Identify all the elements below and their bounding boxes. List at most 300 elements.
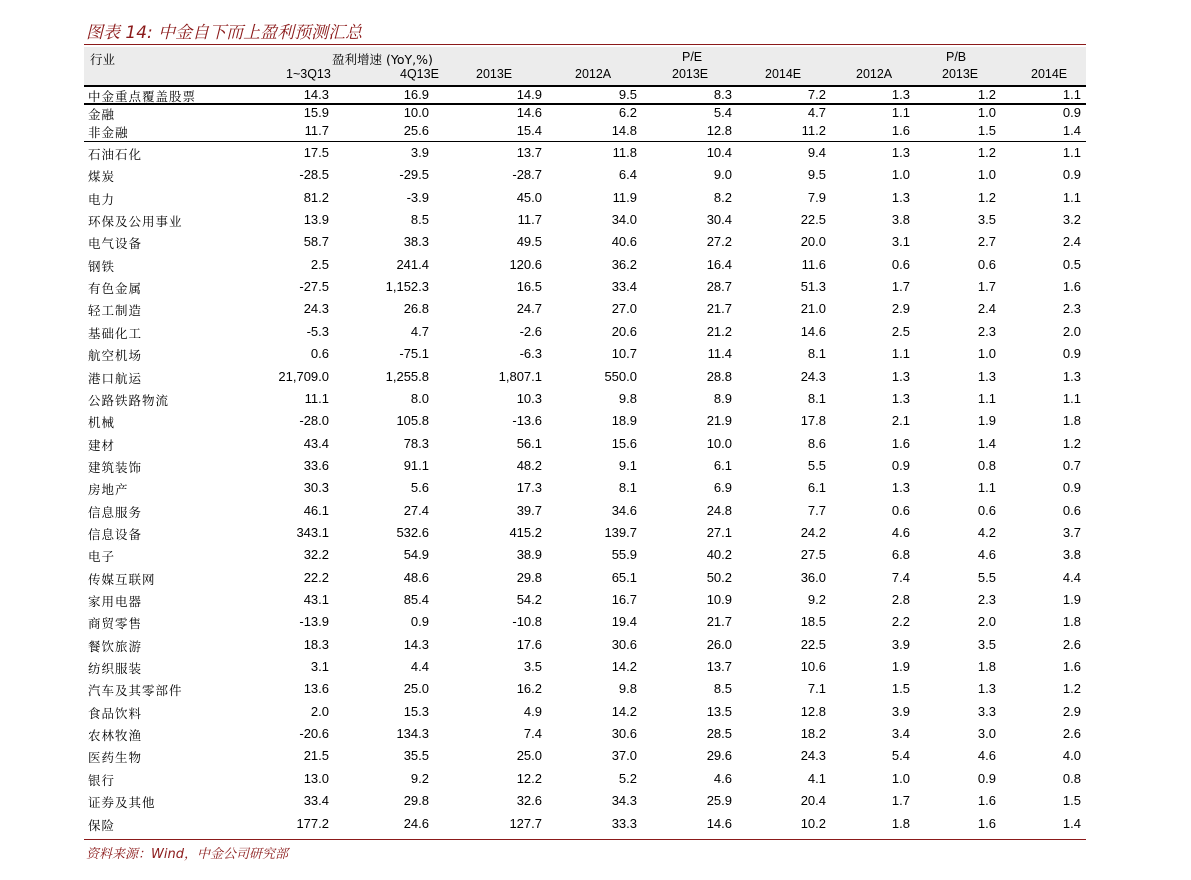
table-cell: 3.1 bbox=[891, 234, 910, 250]
table-cell: 12.8 bbox=[800, 703, 826, 719]
table-cell: 1.9 bbox=[977, 413, 996, 429]
table-cell: 0.9 bbox=[977, 770, 996, 786]
table-cell: 16.2 bbox=[516, 681, 542, 697]
table-cell: 1.1 bbox=[891, 105, 910, 120]
table-cell: 21.5 bbox=[303, 748, 329, 764]
table-row bbox=[84, 210, 1086, 232]
table-cell: 120.6 bbox=[509, 256, 542, 272]
industry-name: 建筑装饰 bbox=[88, 459, 143, 475]
table-bottom-rule bbox=[84, 839, 1086, 840]
industry-name: 传媒互联网 bbox=[88, 571, 156, 587]
table-cell: 9.5 bbox=[618, 87, 637, 102]
header-col: 2013E bbox=[942, 67, 979, 81]
table-cell: 14.3 bbox=[303, 87, 329, 102]
table-cell: 24.3 bbox=[800, 368, 826, 384]
table-cell: 9.8 bbox=[618, 681, 637, 697]
table-cell: 18.5 bbox=[800, 614, 826, 630]
table-cell: 28.8 bbox=[706, 368, 732, 384]
table-cell: 0.6 bbox=[1062, 502, 1081, 518]
table-cell: 56.1 bbox=[516, 435, 542, 451]
table-cell: 15.9 bbox=[303, 105, 329, 120]
table-cell: -2.6 bbox=[519, 323, 542, 339]
table-cell: 13.7 bbox=[706, 659, 732, 675]
table-cell: -13.9 bbox=[299, 614, 329, 630]
table-cell: 127.7 bbox=[509, 815, 542, 831]
table-cell: 11.7 bbox=[517, 212, 542, 228]
table-cell: -28.0 bbox=[299, 413, 329, 429]
table-cell: 1.4 bbox=[977, 435, 996, 451]
table-cell: 2.9 bbox=[891, 301, 910, 317]
industry-name: 轻工制造 bbox=[88, 303, 143, 319]
table-cell: 1.4 bbox=[1062, 815, 1081, 831]
table-cell: 8.9 bbox=[713, 390, 732, 406]
table-cell: 1.2 bbox=[977, 145, 996, 160]
table-cell: 54.2 bbox=[516, 592, 542, 607]
table-row bbox=[84, 702, 1086, 724]
table-cell: 38.9 bbox=[516, 547, 542, 563]
table-cell: 7.2 bbox=[807, 87, 826, 102]
table-row bbox=[84, 635, 1086, 657]
table-cell: 1.1 bbox=[891, 346, 910, 362]
table-cell: 4.4 bbox=[1062, 569, 1081, 585]
table-cell: 1.7 bbox=[891, 279, 910, 295]
table-cell: 532.6 bbox=[396, 524, 429, 540]
table-row bbox=[84, 568, 1086, 590]
table-cell: 14.3 bbox=[403, 636, 429, 652]
table-cell: 9.2 bbox=[410, 770, 429, 786]
industry-name: 医药生物 bbox=[88, 750, 143, 766]
table-row bbox=[84, 501, 1086, 523]
table-cell: 49.5 bbox=[516, 234, 542, 250]
table-cell: 8.6 bbox=[807, 435, 826, 451]
table-cell: 9.1 bbox=[618, 457, 637, 473]
table-cell: -29.5 bbox=[399, 167, 429, 183]
table-cell: 1.3 bbox=[891, 480, 910, 496]
table-cell: -28.7 bbox=[512, 167, 542, 183]
table-cell: 1.1 bbox=[1062, 145, 1081, 160]
table-cell: 21.7 bbox=[706, 614, 732, 630]
table-cell: 50.2 bbox=[706, 569, 732, 585]
table-row bbox=[84, 724, 1086, 746]
table-cell: 0.6 bbox=[977, 256, 996, 272]
table-cell: 25.9 bbox=[706, 793, 732, 809]
table-cell: 20.0 bbox=[800, 234, 826, 250]
industry-name: 港口航运 bbox=[88, 370, 143, 386]
table-cell: 15.6 bbox=[611, 435, 637, 451]
table-cell: 11.6 bbox=[801, 256, 826, 272]
table-cell: 4.6 bbox=[977, 748, 996, 764]
industry-name: 金融 bbox=[88, 107, 116, 122]
table-cell: 2.4 bbox=[977, 301, 996, 317]
table-cell: 2.2 bbox=[891, 614, 910, 630]
table-cell: 22.2 bbox=[303, 569, 329, 585]
table-cell: 34.3 bbox=[611, 793, 637, 809]
table-cell: 3.3 bbox=[977, 703, 996, 719]
table-cell: 27.1 bbox=[706, 524, 732, 540]
table-cell: -13.6 bbox=[512, 413, 542, 429]
table-cell: 1.0 bbox=[977, 105, 996, 120]
table-row bbox=[84, 188, 1086, 210]
header-group-growth: 盈利增速 (YoY,%) bbox=[332, 52, 433, 67]
table-cell: 8.3 bbox=[713, 87, 732, 102]
table-cell: 55.9 bbox=[611, 547, 637, 563]
table-cell: 1.3 bbox=[891, 368, 910, 384]
table-cell: 5.5 bbox=[977, 569, 996, 585]
table-cell: 1.6 bbox=[891, 435, 910, 451]
table-cell: 28.5 bbox=[706, 726, 732, 742]
table-cell: 1.8 bbox=[977, 659, 996, 675]
table-cell: 15.4 bbox=[516, 123, 542, 138]
table-cell: 1.6 bbox=[891, 123, 910, 138]
table-row bbox=[84, 389, 1086, 411]
table-cell: -28.5 bbox=[299, 167, 329, 183]
table-cell: 0.8 bbox=[977, 457, 996, 473]
table-cell: 18.2 bbox=[800, 726, 826, 742]
industry-name: 基础化工 bbox=[88, 325, 143, 341]
table-cell: 27.0 bbox=[611, 301, 637, 317]
table-cell: 9.2 bbox=[807, 592, 826, 607]
table-row bbox=[84, 791, 1086, 813]
table-cell: 2.3 bbox=[977, 323, 996, 339]
table-cell: 12.8 bbox=[706, 123, 732, 138]
table-cell: 4.1 bbox=[807, 770, 826, 786]
table-cell: 24.8 bbox=[706, 502, 732, 518]
table-row bbox=[84, 344, 1086, 366]
table-cell: 177.2 bbox=[296, 815, 329, 831]
table-cell: 14.9 bbox=[516, 87, 542, 102]
table-cell: 1.3 bbox=[891, 390, 910, 406]
table-cell: 1.5 bbox=[1062, 793, 1081, 809]
table-cell: 39.7 bbox=[516, 502, 542, 518]
table-cell: 3.9 bbox=[410, 145, 429, 160]
table-cell: 0.9 bbox=[1062, 346, 1081, 362]
table-cell: 2.5 bbox=[310, 256, 329, 272]
table-cell: 18.3 bbox=[303, 636, 329, 652]
table-cell: 1.1 bbox=[977, 390, 996, 406]
table-cell: 1.6 bbox=[977, 793, 996, 809]
table-cell: 3.5 bbox=[977, 636, 996, 652]
industry-name: 钢铁 bbox=[88, 258, 116, 274]
table-cell: 343.1 bbox=[296, 524, 329, 540]
table-cell: 30.6 bbox=[611, 636, 637, 652]
table-row bbox=[84, 657, 1086, 679]
table-cell: 36.0 bbox=[800, 569, 826, 585]
table-cell: 2.0 bbox=[977, 614, 996, 630]
table-cell: 11.4 bbox=[707, 346, 732, 362]
table-cell: 8.5 bbox=[713, 681, 732, 697]
table-cell: 16.4 bbox=[706, 256, 732, 272]
table-row bbox=[84, 814, 1086, 836]
table-cell: 0.9 bbox=[1062, 105, 1081, 120]
table-cell: -27.5 bbox=[299, 279, 329, 295]
table-cell: 2.0 bbox=[310, 703, 329, 719]
table-cell: 1.0 bbox=[977, 167, 996, 183]
industry-name: 汽车及其零部件 bbox=[88, 683, 183, 699]
header-col: 4Q13E bbox=[400, 67, 439, 81]
industry-name: 电气设备 bbox=[88, 236, 143, 252]
table-row bbox=[84, 299, 1086, 321]
table-cell: 6.4 bbox=[618, 167, 637, 183]
table-cell: 7.9 bbox=[807, 189, 826, 205]
industry-name: 有色金属 bbox=[88, 281, 143, 297]
table-cell: 29.8 bbox=[403, 793, 429, 809]
table-cell: 33.6 bbox=[303, 457, 329, 473]
industry-name: 机械 bbox=[88, 415, 116, 431]
table-cell: 1.5 bbox=[891, 681, 910, 697]
table-cell: 30.6 bbox=[611, 726, 637, 742]
industry-name: 证券及其他 bbox=[88, 795, 156, 811]
table-cell: 1.1 bbox=[1062, 87, 1081, 102]
table-cell: 26.8 bbox=[403, 301, 429, 317]
table-cell: 1.8 bbox=[891, 815, 910, 831]
table-cell: 14.2 bbox=[611, 659, 637, 675]
header-industry: 行业 bbox=[90, 52, 116, 67]
table-row bbox=[84, 255, 1086, 277]
table-cell: 1.4 bbox=[1062, 123, 1081, 138]
table-cell: 14.6 bbox=[800, 323, 826, 339]
table-cell: 28.7 bbox=[706, 279, 732, 295]
header-group-pe: P/E bbox=[682, 50, 703, 64]
table-cell: 3.0 bbox=[977, 726, 996, 742]
table-cell: 0.5 bbox=[1062, 256, 1081, 272]
table-cell: 1.9 bbox=[1062, 592, 1081, 607]
industry-name: 农林牧渔 bbox=[88, 728, 143, 744]
table-cell: 20.6 bbox=[611, 323, 637, 339]
table-cell: 1,152.3 bbox=[385, 279, 429, 295]
table-cell: 1.0 bbox=[977, 346, 996, 362]
table-cell: 1.2 bbox=[1062, 681, 1081, 697]
table-cell: 85.4 bbox=[403, 592, 429, 607]
industry-name: 信息服务 bbox=[88, 504, 143, 520]
industry-name: 信息设备 bbox=[88, 526, 143, 542]
table-cell: 0.9 bbox=[1062, 480, 1081, 496]
table-row bbox=[84, 232, 1086, 254]
table-cell: 139.7 bbox=[604, 524, 637, 540]
industry-name: 商贸零售 bbox=[88, 616, 143, 632]
table-cell: 7.1 bbox=[807, 681, 826, 697]
table-cell: -3.9 bbox=[406, 189, 429, 205]
table-cell: 3.8 bbox=[1062, 547, 1081, 563]
industry-name: 中金重点覆盖股票 bbox=[88, 89, 197, 104]
table-cell: 7.4 bbox=[523, 726, 542, 742]
table-cell: 54.9 bbox=[403, 547, 429, 563]
table-cell: 25.6 bbox=[403, 123, 429, 138]
table-cell: 51.3 bbox=[800, 279, 826, 295]
table-cell: 81.2 bbox=[303, 189, 329, 205]
table-row bbox=[84, 121, 1086, 143]
table-cell: 6.2 bbox=[618, 105, 637, 120]
table-cell: 24.7 bbox=[516, 301, 542, 317]
header-col: 2012A bbox=[856, 67, 893, 81]
table-cell: 21.7 bbox=[706, 301, 732, 317]
table-row bbox=[84, 612, 1086, 634]
table-cell: 8.5 bbox=[410, 212, 429, 228]
table-row bbox=[84, 322, 1086, 344]
table-cell: 3.7 bbox=[1062, 524, 1081, 540]
table-cell: 8.1 bbox=[807, 346, 826, 362]
table-cell: 16.5 bbox=[516, 279, 542, 295]
header-col: 1~3Q13 bbox=[286, 67, 331, 81]
table-cell: 25.0 bbox=[516, 748, 542, 764]
table-cell: 0.6 bbox=[310, 346, 329, 362]
table-cell: 0.9 bbox=[1062, 167, 1081, 183]
industry-name: 非金融 bbox=[88, 125, 129, 140]
table-cell: 5.5 bbox=[807, 457, 826, 473]
table-cell: 1.3 bbox=[891, 145, 910, 160]
table-cell: 1,807.1 bbox=[498, 368, 542, 384]
table-cell: 3.5 bbox=[977, 212, 996, 228]
table-cell: 9.4 bbox=[807, 145, 826, 160]
industry-name: 环保及公用事业 bbox=[88, 214, 183, 230]
table-cell: 29.8 bbox=[516, 569, 542, 585]
table-cell: 1.2 bbox=[977, 87, 996, 102]
table-cell: 3.8 bbox=[891, 212, 910, 228]
table-cell: 8.0 bbox=[410, 390, 429, 406]
table-cell: 0.6 bbox=[891, 502, 910, 518]
table-cell: 10.4 bbox=[706, 145, 732, 160]
table-cell: -6.3 bbox=[519, 346, 542, 362]
table-row bbox=[84, 769, 1086, 791]
table-cell: 1.7 bbox=[891, 793, 910, 809]
table-row bbox=[84, 165, 1086, 187]
header-col: 2013E bbox=[672, 67, 709, 81]
table-cell: 33.3 bbox=[611, 815, 637, 831]
table-cell: 1.3 bbox=[977, 368, 996, 384]
table-cell: 16.9 bbox=[403, 87, 429, 102]
table-cell: 11.9 bbox=[612, 189, 637, 205]
table-cell: 13.0 bbox=[303, 770, 329, 786]
table-cell: 8.1 bbox=[618, 480, 637, 496]
industry-name: 航空机场 bbox=[88, 348, 143, 364]
table-cell: 43.1 bbox=[303, 592, 329, 607]
table-cell: 4.7 bbox=[807, 105, 826, 120]
table-cell: 4.7 bbox=[410, 323, 429, 339]
table-cell: 10.0 bbox=[706, 435, 732, 451]
table-cell: 1.2 bbox=[977, 189, 996, 205]
table-row bbox=[84, 478, 1086, 500]
table-cell: 1.6 bbox=[1062, 659, 1081, 675]
table-cell: 1.0 bbox=[891, 770, 910, 786]
table-cell: 14.6 bbox=[706, 815, 732, 831]
table-cell: 1.1 bbox=[1062, 189, 1081, 205]
source-note: 资料来源：Wind，中金公司研究部 bbox=[86, 847, 288, 862]
table-cell: 6.8 bbox=[891, 547, 910, 563]
header-col: 2013E bbox=[476, 67, 513, 81]
table-cell: 1.1 bbox=[1062, 390, 1081, 406]
table-cell: 33.4 bbox=[611, 279, 637, 295]
table-cell: 7.7 bbox=[807, 502, 826, 518]
table-cell: 6.1 bbox=[713, 457, 732, 473]
table-cell: 2.6 bbox=[1062, 636, 1081, 652]
industry-name: 保险 bbox=[88, 817, 116, 833]
table-cell: 32.6 bbox=[516, 793, 542, 809]
table-cell: 21.9 bbox=[706, 413, 732, 429]
table-cell: 1,255.8 bbox=[385, 368, 429, 384]
table-cell: 11.2 bbox=[801, 123, 826, 138]
table-row bbox=[84, 277, 1086, 299]
table-cell: 20.4 bbox=[800, 793, 826, 809]
table-cell: 30.4 bbox=[706, 212, 732, 228]
table-cell: 33.4 bbox=[303, 793, 329, 809]
section-rule bbox=[84, 141, 1086, 142]
table-cell: 5.6 bbox=[410, 480, 429, 496]
table-cell: 35.5 bbox=[403, 748, 429, 764]
table-row bbox=[84, 545, 1086, 567]
table-cell: 58.7 bbox=[303, 234, 329, 250]
table-cell: 13.6 bbox=[303, 681, 329, 697]
table-cell: 24.6 bbox=[403, 815, 429, 831]
table-row bbox=[84, 746, 1086, 768]
industry-name: 餐饮旅游 bbox=[88, 638, 143, 654]
industry-name: 石油石化 bbox=[88, 147, 143, 162]
table-cell: 0.9 bbox=[410, 614, 429, 630]
table-cell: 91.1 bbox=[403, 457, 429, 473]
table-cell: 12.2 bbox=[516, 770, 542, 786]
table-cell: 43.4 bbox=[303, 435, 329, 451]
table-cell: 10.2 bbox=[800, 815, 826, 831]
table-cell: 17.6 bbox=[516, 636, 542, 652]
table-row bbox=[84, 523, 1086, 545]
table-cell: 550.0 bbox=[604, 368, 637, 384]
table-cell: 38.3 bbox=[403, 234, 429, 250]
figure-title: 图表 14: 中金自下而上盈利预测汇总 bbox=[86, 23, 363, 43]
table-cell: 21.2 bbox=[706, 323, 732, 339]
table-cell: 34.0 bbox=[611, 212, 637, 228]
table-cell: 4.2 bbox=[977, 524, 996, 540]
earnings-forecast-table bbox=[84, 47, 1086, 833]
table-cell: 4.0 bbox=[1062, 748, 1081, 764]
table-header bbox=[84, 47, 1086, 85]
table-cell: 19.4 bbox=[611, 614, 637, 630]
title-rule bbox=[84, 44, 1086, 45]
table-cell: 3.5 bbox=[523, 659, 542, 675]
table-cell: 3.2 bbox=[1062, 212, 1081, 228]
table-cell: 0.6 bbox=[891, 256, 910, 272]
table-cell: 1.2 bbox=[1062, 435, 1081, 451]
table-cell: -10.8 bbox=[512, 614, 542, 630]
table-cell: 1.3 bbox=[891, 189, 910, 205]
header-col: 2014E bbox=[765, 67, 802, 81]
table-cell: 48.2 bbox=[516, 457, 542, 473]
table-cell: 2.0 bbox=[1062, 323, 1081, 339]
header-bottom-rule bbox=[84, 85, 1086, 87]
industry-name: 电子 bbox=[88, 549, 116, 565]
table-cell: 5.4 bbox=[891, 748, 910, 764]
table-cell: 5.2 bbox=[618, 770, 637, 786]
table-cell: 4.6 bbox=[977, 547, 996, 563]
table-cell: 415.2 bbox=[509, 524, 542, 540]
industry-name: 建材 bbox=[88, 437, 116, 453]
table-cell: 65.1 bbox=[611, 569, 637, 585]
table-cell: 1.1 bbox=[977, 480, 996, 496]
table-cell: 34.6 bbox=[611, 502, 637, 518]
table-row bbox=[84, 367, 1086, 389]
table-cell: 4.9 bbox=[523, 703, 542, 719]
table-cell: 0.9 bbox=[891, 457, 910, 473]
table-cell: 1.6 bbox=[977, 815, 996, 831]
industry-name: 房地产 bbox=[88, 482, 129, 498]
table-cell: 241.4 bbox=[396, 256, 429, 272]
table-cell: 14.6 bbox=[516, 105, 542, 120]
header-col: 2012A bbox=[575, 67, 612, 81]
table-cell: 7.4 bbox=[891, 569, 910, 585]
table-cell: 6.9 bbox=[713, 480, 732, 496]
industry-name: 煤炭 bbox=[88, 169, 116, 185]
table-cell: 1.7 bbox=[977, 279, 996, 295]
table-cell: 105.8 bbox=[396, 413, 429, 429]
table-cell: 4.6 bbox=[891, 524, 910, 540]
table-cell: 10.6 bbox=[800, 659, 826, 675]
